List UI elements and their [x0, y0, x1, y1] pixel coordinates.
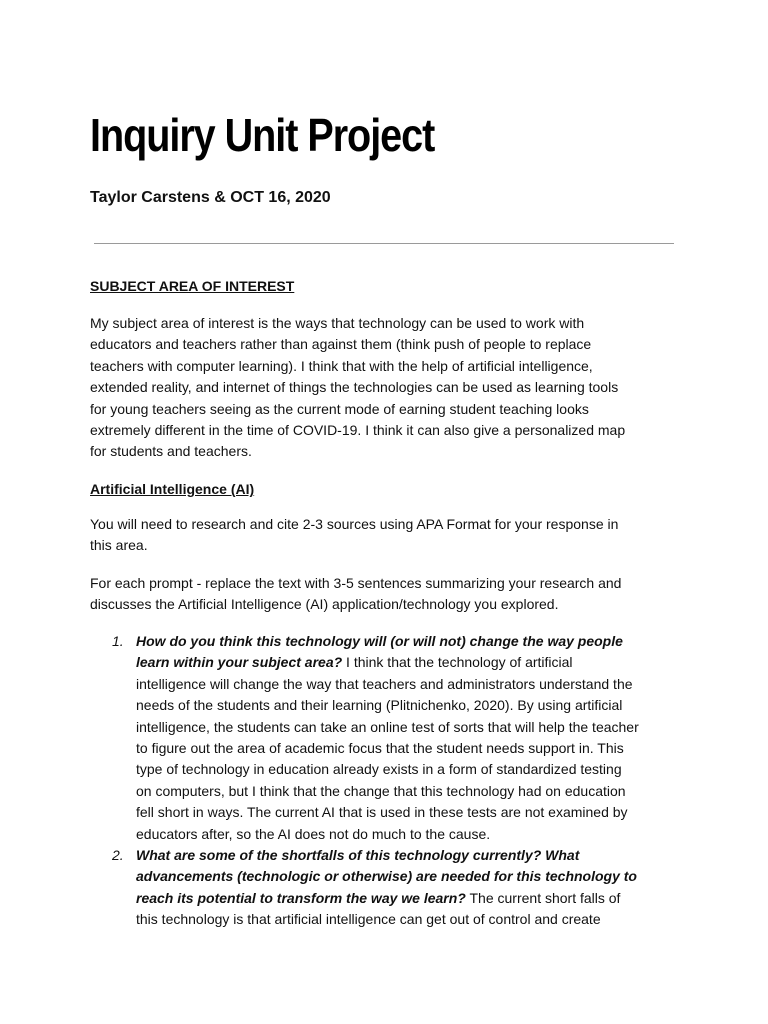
- ai-instructions-paragraph: [90, 514, 680, 557]
- answer-line: needs of the students and their learning (Plitnichenko, 2020). By using artificial: [136, 697, 623, 714]
- paragraph-line: For each prompt - replace the text with 3-5 sentences summarizing your research and: [90, 575, 622, 591]
- answer-line: to figure out the area of academic focus that the student needs support in. This: [136, 740, 624, 757]
- paragraph-line: for young teachers seeing as the current mode of earning student teaching looks: [90, 400, 589, 417]
- answer-line: intelligence, the students can take an online test of sorts that will help the teacher: [136, 718, 639, 735]
- section-heading-ai: Artificial Intelligence (AI): [90, 481, 255, 497]
- paragraph-line: this area.: [90, 537, 148, 554]
- question-text: learn within your subject area?: [136, 654, 343, 671]
- answer-text: The current short falls of: [465, 889, 621, 906]
- answer-text: I think that the technology of artificial: [342, 654, 573, 671]
- list-item: [90, 845, 690, 931]
- paragraph-line: for students and teachers.: [90, 443, 252, 460]
- ai-prompt-instructions-paragraph: [90, 573, 680, 616]
- list-number: 2.: [112, 847, 124, 864]
- ai-question-list: [90, 631, 690, 931]
- answer-line: on computers, but I think that the change that this technology had on education: [136, 782, 626, 799]
- list-line: [136, 631, 690, 652]
- question-text: How do you think this technology will (or will not) change the way people: [136, 633, 623, 649]
- answer-line: fell short in ways. The current AI that is used in these tests are not examined by: [136, 804, 628, 821]
- paragraph-line: My subject area of interest is the ways that technology can be used to work with: [90, 315, 585, 331]
- list-line: [136, 845, 690, 866]
- document-title: Inquiry Unit Project: [90, 109, 435, 161]
- answer-line: educators after, so the AI does not do much to the cause.: [136, 825, 491, 842]
- paragraph-line: teachers with computer learning). I think that with the help of artificial intelligence,: [90, 357, 593, 374]
- horizontal-divider: [94, 243, 674, 244]
- paragraph-line: discusses the Artificial Intelligence (AI) application/technology you explored.: [90, 596, 559, 613]
- document-subtitle: Taylor Carstens & OCT 16, 2020: [90, 189, 331, 206]
- answer-line: intelligence will change the way that teachers and administrators understand the: [136, 675, 633, 692]
- paragraph-line: extended reality, and internet of things the technologies can be used as learning tools: [90, 379, 619, 396]
- list-line: [136, 866, 690, 887]
- answer-line: type of technology in education already exists in a form of standardized testing: [136, 761, 622, 778]
- question-text: reach its potential to transform the way we learn?: [136, 889, 466, 906]
- list-number: 1.: [112, 633, 124, 649]
- paragraph-line: You will need to research and cite 2-3 sources using APA Format for your response in: [90, 516, 619, 532]
- list-line: [136, 888, 690, 909]
- list-line: [136, 652, 690, 673]
- paragraph-line: extremely different in the time of COVID-19. I think it can also give a personalized map: [90, 422, 626, 439]
- question-text: advancements (technologic or otherwise) are needed for this technology to: [136, 868, 637, 885]
- question-text: What are some of the shortfalls of this technology currently? What: [136, 847, 580, 864]
- section-heading-subject-area: SUBJECT AREA OF INTEREST: [90, 278, 295, 294]
- subject-area-paragraph: [90, 313, 680, 463]
- answer-line: this technology is that artificial intelligence can get out of control and create: [136, 911, 601, 928]
- list-item: [90, 631, 690, 845]
- paragraph-line: educators and teachers rather than against them (think push of people to replace: [90, 336, 592, 353]
